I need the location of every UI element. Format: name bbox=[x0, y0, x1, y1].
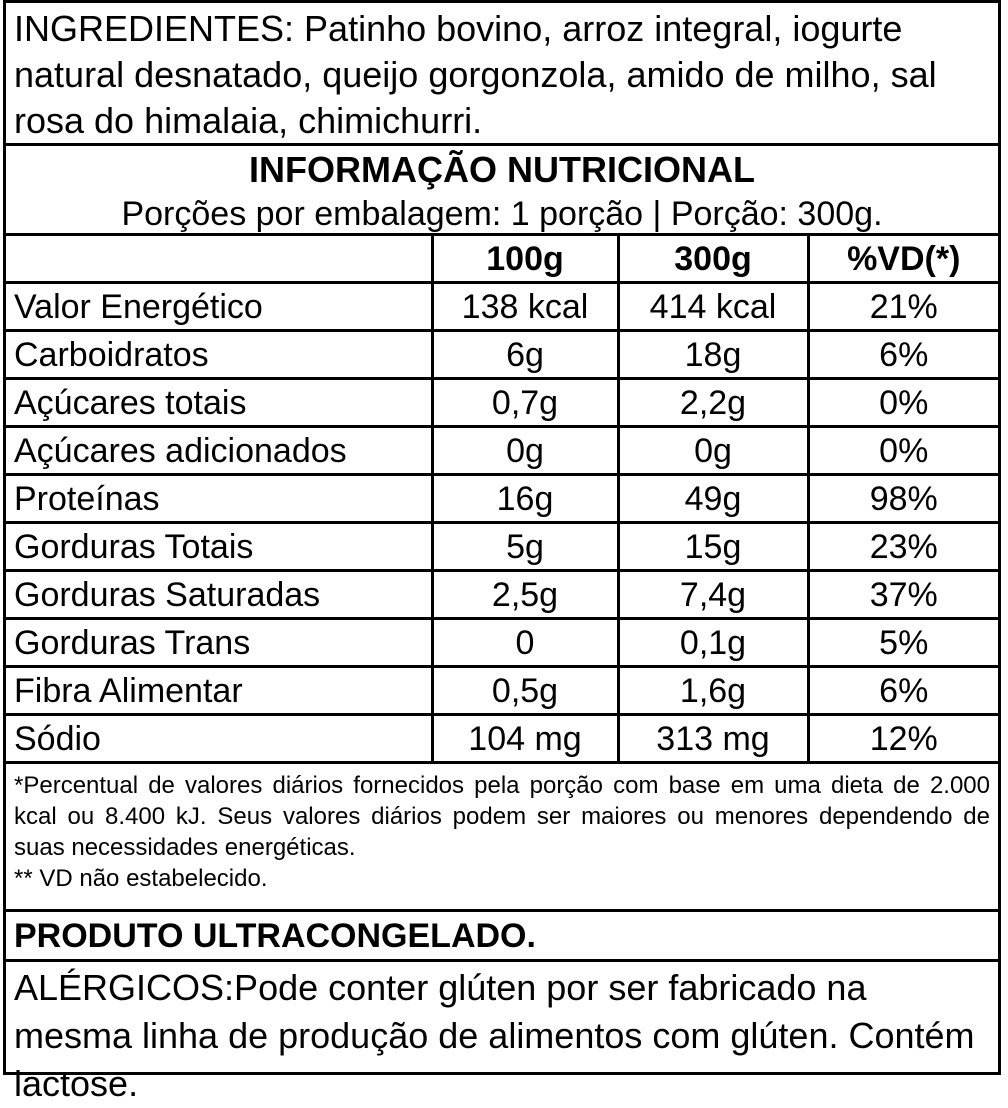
value-300g: 7,4g bbox=[618, 571, 808, 619]
footnote-no-vd: ** VD não estabelecido. bbox=[14, 865, 268, 892]
value-vd: 98% bbox=[808, 475, 998, 523]
value-300g: 2,2g bbox=[618, 379, 808, 427]
value-100g: 0g bbox=[432, 427, 618, 475]
nutrient-name: Valor Energético bbox=[6, 283, 432, 331]
value-300g: 49g bbox=[618, 475, 808, 523]
value-vd: 21% bbox=[808, 283, 998, 331]
nutrient-name: Proteínas bbox=[6, 475, 432, 523]
value-vd: 37% bbox=[808, 571, 998, 619]
table-header-row bbox=[6, 236, 998, 283]
value-100g: 2,5g bbox=[432, 571, 618, 619]
footnote bbox=[6, 764, 998, 912]
value-300g: 18g bbox=[618, 331, 808, 379]
nutrient-name: Açúcares totais bbox=[6, 379, 432, 427]
value-100g: 0,7g bbox=[432, 379, 618, 427]
nutrient-name: Gorduras Totais bbox=[6, 523, 432, 571]
value-vd: 6% bbox=[808, 667, 998, 715]
value-300g: 414 kcal bbox=[618, 283, 808, 331]
value-300g: 313 mg bbox=[618, 715, 808, 762]
value-vd: 6% bbox=[808, 331, 998, 379]
value-vd: 5% bbox=[808, 619, 998, 667]
table-row bbox=[6, 427, 998, 475]
ingredients-text: INGREDIENTES: Patinho bovino, arroz integral, iogurte natural desnatado, queijo gorgonzola, amido de milho, sal rosa do himalaia, chimichurri. bbox=[6, 3, 998, 146]
nutrient-name: Açúcares adicionados bbox=[6, 427, 432, 475]
value-vd: 23% bbox=[808, 523, 998, 571]
footnote-vd-basis: *Percentual de valores diários fornecidos pela porção com base em uma dieta de 2.000 kcal ou 8.400 kJ. Seus valores diários podem ser maiores ou menores dependendo de suas necessidades energéticas. bbox=[14, 772, 990, 861]
value-300g: 0g bbox=[618, 427, 808, 475]
value-100g: 104 mg bbox=[432, 715, 618, 762]
value-100g: 5g bbox=[432, 523, 618, 571]
table-row bbox=[6, 331, 998, 379]
table-row bbox=[6, 715, 998, 762]
value-vd: 0% bbox=[808, 427, 998, 475]
nutrient-name: Carboidratos bbox=[6, 331, 432, 379]
value-100g: 6g bbox=[432, 331, 618, 379]
nutrient-name: Fibra Alimentar bbox=[6, 667, 432, 715]
nutrition-table bbox=[6, 236, 998, 761]
header-cell-100g: 100g bbox=[432, 236, 618, 283]
header-cell-nutrient bbox=[6, 236, 432, 283]
nutrition-header bbox=[6, 146, 998, 236]
value-300g: 1,6g bbox=[618, 667, 808, 715]
value-300g: 15g bbox=[618, 523, 808, 571]
value-vd: 12% bbox=[808, 715, 998, 762]
portion-info: Porções por embalagem: 1 porção | Porção: 300g. bbox=[121, 195, 883, 233]
table-row bbox=[6, 379, 998, 427]
frozen-notice: PRODUTO ULTRACONGELADO. bbox=[6, 912, 998, 962]
table-row bbox=[6, 619, 998, 667]
value-100g: 138 kcal bbox=[432, 283, 618, 331]
value-vd: 0% bbox=[808, 379, 998, 427]
value-300g: 0,1g bbox=[618, 619, 808, 667]
nutrition-title: INFORMAÇÃO NUTRICIONAL bbox=[249, 149, 755, 190]
header-cell-300g: 300g bbox=[618, 236, 808, 283]
table-row bbox=[6, 667, 998, 715]
nutrient-name: Gorduras Saturadas bbox=[6, 571, 432, 619]
table-row bbox=[6, 475, 998, 523]
table-row bbox=[6, 523, 998, 571]
nutrient-name: Gorduras Trans bbox=[6, 619, 432, 667]
allergens-text: ALÉRGICOS:Pode conter glúten por ser fabricado na mesma linha de produção de alimentos com glúten. Contém lactose. bbox=[14, 967, 975, 1104]
value-100g: 16g bbox=[432, 475, 618, 523]
nutrient-name: Sódio bbox=[6, 715, 432, 762]
nutrition-label bbox=[3, 0, 1001, 1104]
nutrition-table-wrap bbox=[6, 236, 998, 764]
value-100g: 0 bbox=[432, 619, 618, 667]
header-cell-vd: %VD(*) bbox=[808, 236, 998, 283]
table-row bbox=[6, 283, 998, 331]
value-100g: 0,5g bbox=[432, 667, 618, 715]
table-row bbox=[6, 571, 998, 619]
